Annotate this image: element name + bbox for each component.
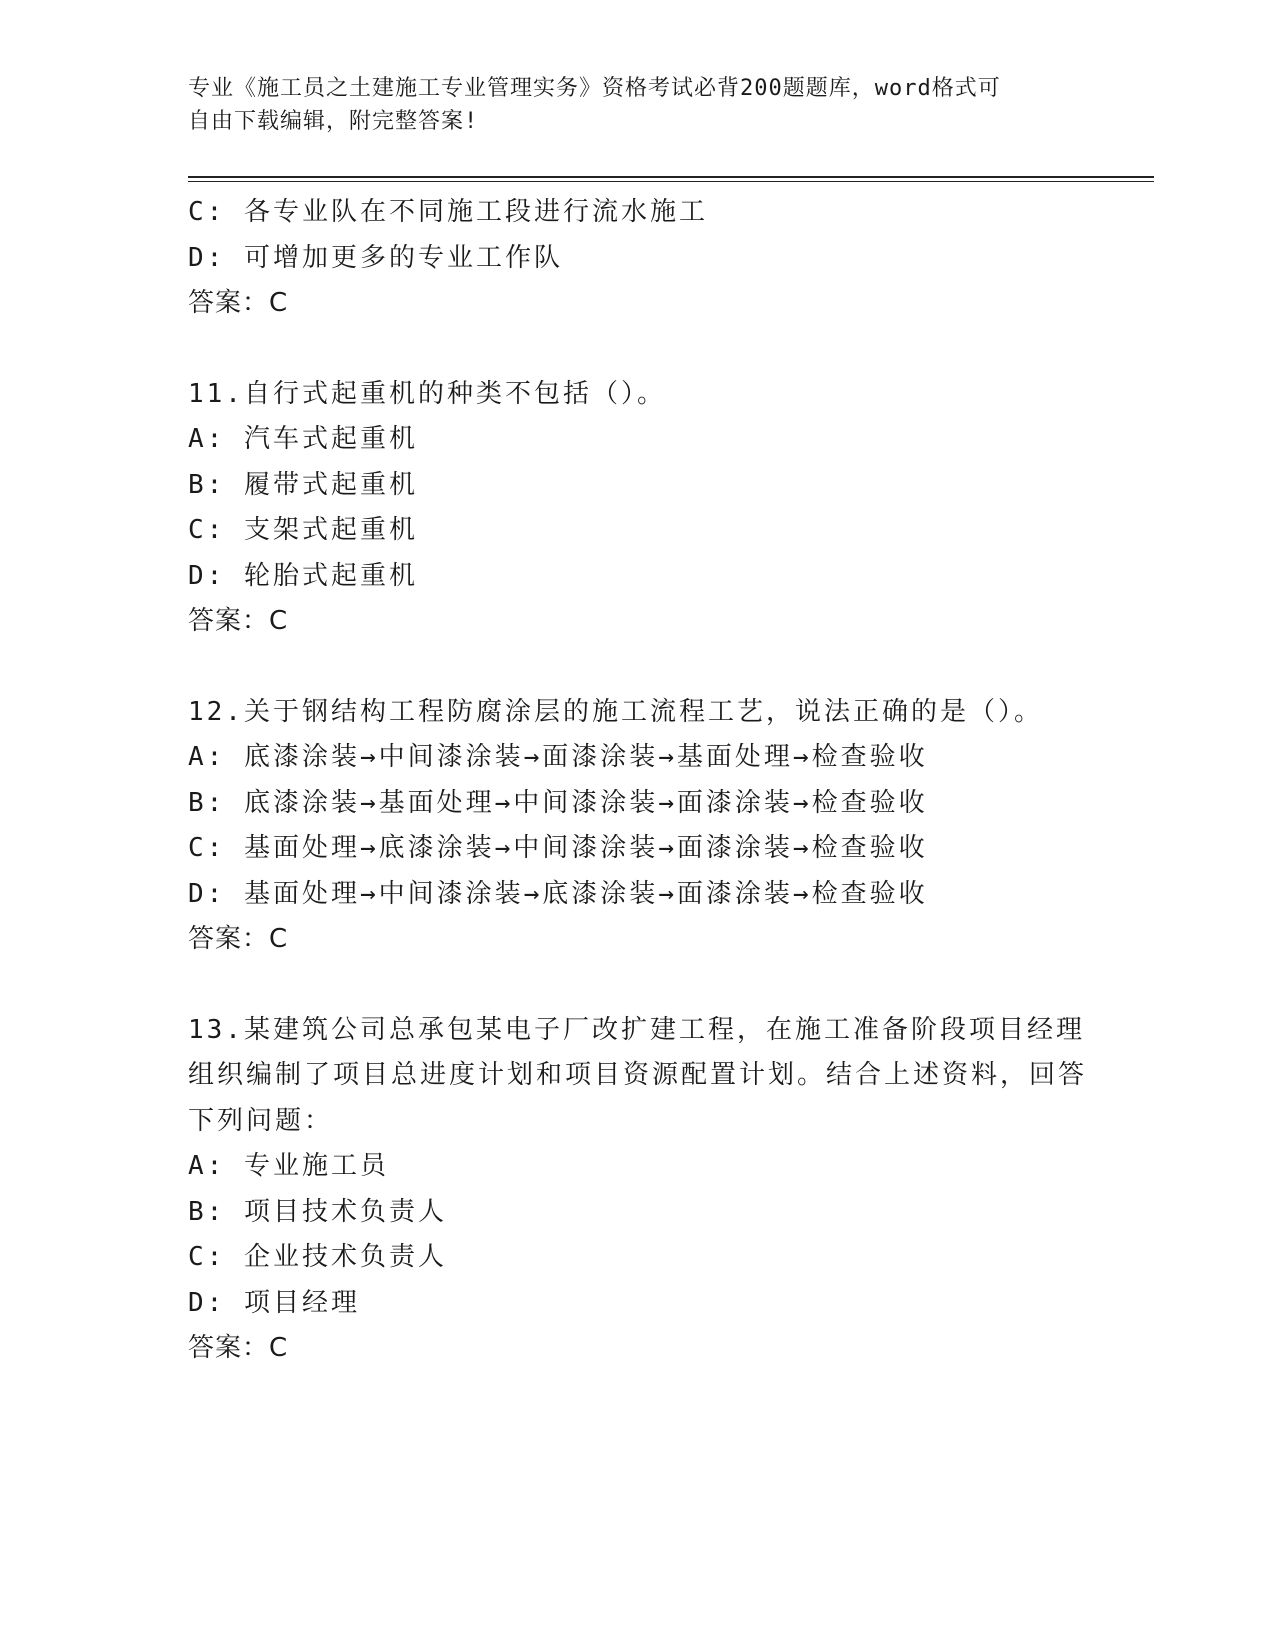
option-d: D: 可增加更多的专业工作队 — [188, 242, 563, 273]
option-d: D: 轮胎式起重机 — [188, 560, 418, 591]
question-content — [188, 190, 1088, 1372]
option-b: B: 底漆涂装→基面处理→中间漆涂装→面漆涂装→检查验收 — [188, 787, 928, 818]
option-a: A: 汽车式起重机 — [188, 424, 418, 454]
header-title-line-1: 专业《施工员之土建施工专业管理实务》资格考试必背200题题库，word格式可 — [188, 76, 1001, 101]
answer-line: 答案：C — [188, 924, 289, 954]
answer-line: 答案：C — [188, 606, 289, 636]
option-c: C: 各专业队在不同施工段进行流水施工 — [188, 197, 708, 227]
document-header — [188, 72, 1088, 138]
question-11 — [188, 372, 1088, 645]
spacer — [188, 963, 1088, 1008]
header-divider-thin — [188, 181, 1154, 182]
option-b: B: 履带式起重机 — [188, 469, 418, 500]
option-d: D: 基面处理→中间漆涂装→底漆涂装→面漆涂装→检查验收 — [188, 878, 928, 909]
answer-line: 答案：C — [188, 1333, 289, 1363]
option-c: C: 企业技术负责人 — [188, 1242, 447, 1272]
answer-line: 答案：C — [188, 288, 289, 318]
option-a: A: 底漆涂装→中间漆涂装→面漆涂装→基面处理→检查验收 — [188, 742, 928, 772]
option-c: C: 基面处理→底漆涂装→中间漆涂装→面漆涂装→检查验收 — [188, 833, 928, 863]
question-13 — [188, 1008, 1088, 1372]
carryover-question — [188, 190, 1088, 327]
option-d: D: 项目经理 — [188, 1287, 360, 1318]
option-c: C: 支架式起重机 — [188, 515, 418, 545]
question-stem: 11.自行式起重机的种类不包括（）。 — [188, 378, 666, 409]
header-title-line-2: 自由下载编辑，附完整答案! — [188, 109, 479, 134]
question-12 — [188, 690, 1088, 963]
option-b: B: 项目技术负责人 — [188, 1196, 447, 1227]
option-a: A: 专业施工员 — [188, 1151, 389, 1181]
question-stem: 13.某建筑公司总承包某电子厂改扩建工程，在施工准备阶段项目经理组织编制了项目总进度计划和项目资源配置计划。结合上述资料，回答下列问题： — [188, 1014, 1088, 1136]
spacer — [188, 327, 1088, 372]
question-stem: 12.关于钢结构工程防腐涂层的施工流程工艺，说法正确的是（）。 — [188, 696, 1043, 727]
spacer — [188, 645, 1088, 690]
header-divider-thick — [188, 176, 1154, 178]
